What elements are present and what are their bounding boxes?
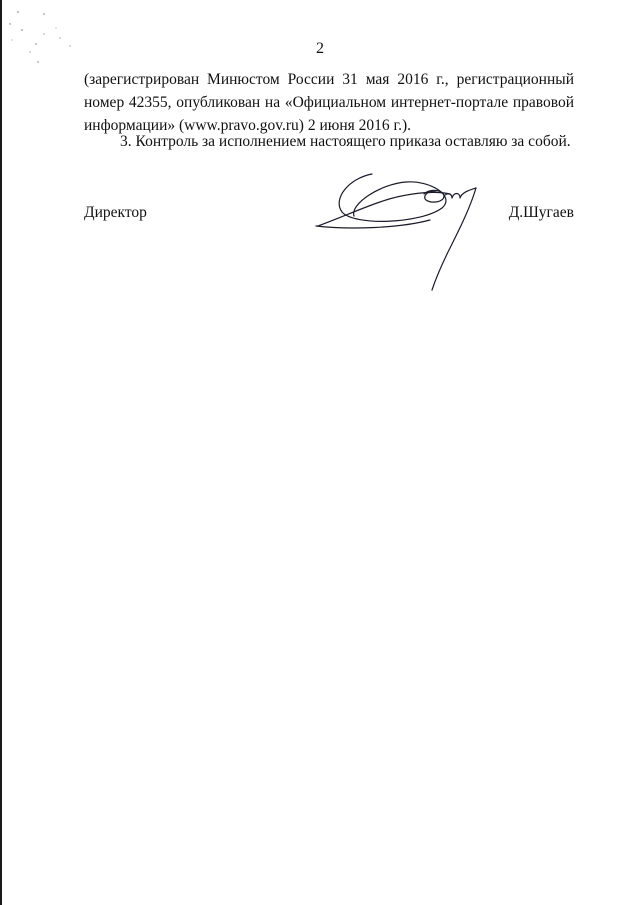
scan-artifacts: [0, 0, 100, 70]
handwritten-signature: [310, 168, 490, 293]
page-number: 2: [316, 40, 324, 57]
signer-name: Д.Шугаев: [508, 204, 574, 221]
scan-left-border: [0, 0, 2, 905]
paragraph-continued: (зарегистрирован Минюстом России 31 мая 2016 г., регистрационный номер 42355, опубликован на «Официальном интернет-портале правовой информации» (www.pravo.gov.ru) 2 июня 2016 г.).: [84, 71, 574, 134]
signer-title: Директор: [84, 204, 147, 221]
paragraph-item-3: 3. Контроль за исполнением настоящего приказа оставляю за собой.: [120, 133, 571, 150]
